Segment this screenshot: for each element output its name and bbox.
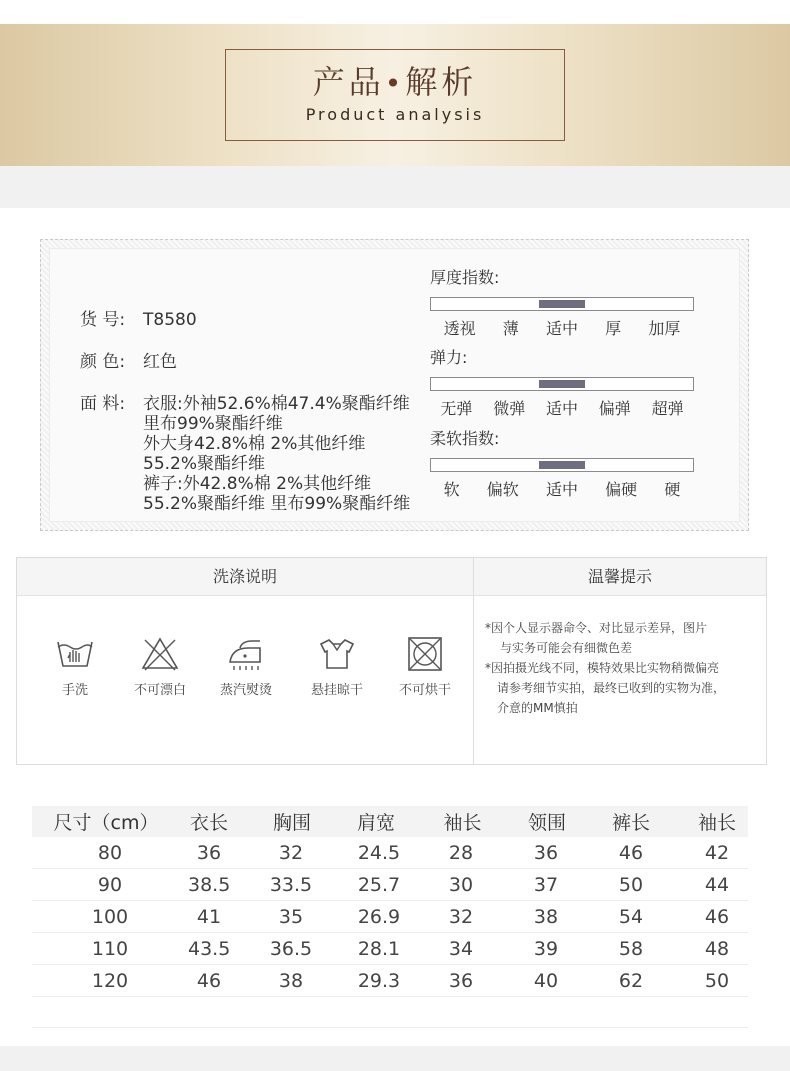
thickness-gauge: [430, 268, 694, 339]
header-cell: 裤长: [611, 812, 650, 834]
gauge-option: 偏硬: [605, 480, 638, 499]
table-cell: 100: [91, 905, 129, 928]
gauge-bar: [430, 458, 694, 472]
care-no-tumble-dry: [380, 636, 470, 700]
fabric-line: 裤子:外42.8%棉 2%其他纤维: [143, 474, 372, 494]
header-cell: 袖长: [443, 812, 482, 834]
gauge-option: 微弹: [493, 399, 526, 418]
table-cell: 58: [618, 937, 644, 960]
color-label: 颜 色:: [80, 352, 126, 372]
banner-title-dot: •: [384, 67, 406, 100]
table-cell: 26.9: [357, 905, 401, 928]
table-cell: 38.5: [188, 873, 231, 896]
gauge-marker: [539, 300, 585, 308]
gauge-marker: [539, 461, 585, 469]
fabric-line: 衣服:外袖52.6%棉47.4%聚酯纤维: [143, 394, 410, 414]
elasticity-gauge: [430, 348, 694, 419]
fabric-label: 面 料:: [80, 394, 126, 414]
gauge-label: 柔软指数:: [430, 429, 500, 448]
gauge-option: 适中: [545, 399, 578, 418]
gauge-label: 弹力:: [430, 348, 468, 367]
banner-title-left: 产品: [312, 63, 385, 101]
table-cell: 35: [278, 905, 304, 928]
gauge-option: 透视: [443, 319, 476, 338]
table-cell: 29.3: [357, 969, 401, 992]
table-cell: 36: [533, 841, 559, 864]
no-tumble-dry-icon: [405, 636, 445, 672]
table-cell: 25.7: [357, 873, 401, 896]
gauge-bar: [430, 297, 694, 311]
table-spacer-row: [32, 997, 748, 1028]
color-value: 红色: [143, 352, 177, 372]
gauge-options: [430, 399, 694, 419]
table-row: [32, 965, 748, 997]
table-cell: 34: [448, 937, 474, 960]
table-row: [32, 933, 748, 965]
wash-title: 洗涤说明: [212, 567, 277, 586]
gauge-option: 薄: [502, 319, 519, 338]
gauge-options: [430, 480, 694, 500]
table-cell: 33.5: [269, 873, 313, 896]
care-hang-dry: [292, 636, 382, 700]
gauge-option: 超弹: [651, 399, 684, 418]
hang-dry-icon: [317, 636, 357, 672]
tip-line: 请参考细节实拍，最终已收到的实物为准，: [497, 681, 726, 695]
banner-title: [225, 62, 565, 104]
table-cell: 54: [618, 905, 644, 928]
table-cell: 46: [704, 905, 730, 928]
table-cell: 36: [448, 969, 474, 992]
fabric-line: 里布99%聚酯纤维: [143, 414, 283, 434]
care-steam-iron: [201, 636, 291, 700]
table-cell: 43.5: [188, 937, 231, 960]
tip-line: *因拍摄光线不同，模特效果比实物稍微偏亮: [485, 661, 720, 675]
table-cell: 44: [704, 873, 730, 896]
table-cell: 30: [448, 873, 474, 896]
table-cell: 38: [278, 969, 304, 992]
care-no-bleach: [115, 636, 205, 700]
header-cell: 尺寸（cm）: [53, 812, 159, 834]
care-label: 悬挂晾干: [310, 683, 363, 698]
header-cell: 袖长: [697, 812, 736, 834]
tip-line: 与实务可能会有细微色差: [500, 641, 633, 655]
size-table: [32, 806, 748, 1028]
table-cell: 36.5: [269, 937, 313, 960]
gauge-option: 适中: [545, 319, 578, 338]
fabric-line: 55.2%聚酯纤维: [143, 454, 266, 474]
gray-strip: [0, 166, 790, 208]
fabric-line: 55.2%聚酯纤维 里布99%聚酯纤维: [143, 494, 411, 514]
gauge-option: 软: [443, 480, 460, 499]
header-cell: 肩宽: [356, 812, 395, 834]
table-cell: 42: [704, 841, 730, 864]
care-label: 手洗: [61, 683, 88, 698]
table-cell: 32: [278, 841, 304, 864]
table-cell: 28: [448, 841, 474, 864]
table-cell: 62: [618, 969, 644, 992]
table-cell: 41: [196, 905, 222, 928]
item-no-value: T8580: [143, 310, 197, 330]
header-cell: 胸围: [272, 812, 311, 834]
table-cell: 46: [196, 969, 222, 992]
gauge-label: 厚度指数:: [430, 268, 500, 287]
care-label: 不可烘干: [398, 683, 451, 698]
gauge-option: 加厚: [648, 319, 681, 338]
gauge-option: 偏软: [486, 480, 519, 499]
header-cell: 领围: [527, 812, 566, 834]
table-cell: 37: [533, 873, 559, 896]
gauge-option: 适中: [545, 480, 578, 499]
table-row: [32, 901, 748, 933]
gauge-option: 厚: [605, 319, 622, 338]
header-cell: 衣长: [189, 812, 228, 834]
hand-wash-icon: [55, 636, 95, 672]
gauge-marker: [539, 380, 585, 388]
care-hand-wash: [30, 636, 120, 700]
gauge-options: [430, 319, 694, 339]
table-cell: 48: [704, 937, 730, 960]
care-label: 不可漂白: [133, 683, 186, 698]
tip-line: 介意的MM慎拍: [497, 701, 578, 715]
table-cell: 36: [196, 841, 222, 864]
item-no-label: 货 号:: [80, 310, 126, 330]
fabric-line: 外大身42.8%棉 2%其他纤维: [143, 434, 366, 454]
gauge-option: 无弹: [440, 399, 473, 418]
size-table-header: [32, 806, 748, 837]
table-cell: 80: [97, 841, 123, 864]
banner-title-right: 解析: [405, 63, 478, 101]
table-cell: 39: [533, 937, 559, 960]
table-cell: 50: [618, 873, 644, 896]
table-cell: 46: [618, 841, 644, 864]
gauge-option: 硬: [664, 480, 681, 499]
table-cell: 38: [533, 905, 559, 928]
table-cell: 110: [91, 937, 129, 960]
table-cell: 24.5: [357, 841, 401, 864]
steam-iron-icon: [226, 636, 266, 672]
no-bleach-icon: [140, 636, 180, 672]
table-cell: 28.1: [357, 937, 401, 960]
banner-subtitle: Product analysis: [305, 105, 485, 124]
softness-gauge: [430, 429, 694, 500]
table-cell: 90: [97, 873, 123, 896]
table-row: [32, 869, 748, 901]
tip-line: *因个人显示器命令、对比显示差异，图片: [485, 621, 708, 635]
tips-title: 温馨提示: [587, 567, 652, 586]
table-cell: 40: [533, 969, 559, 992]
table-cell: 32: [448, 905, 474, 928]
care-label: 蒸汽熨烫: [219, 683, 272, 698]
table-cell: 50: [704, 969, 730, 992]
gray-strip: [0, 1046, 790, 1071]
care-panel-divider: [473, 558, 474, 764]
table-cell: 120: [91, 969, 129, 992]
gauge-bar: [430, 377, 694, 391]
gauge-option: 偏弹: [598, 399, 631, 418]
table-row: [32, 837, 748, 869]
